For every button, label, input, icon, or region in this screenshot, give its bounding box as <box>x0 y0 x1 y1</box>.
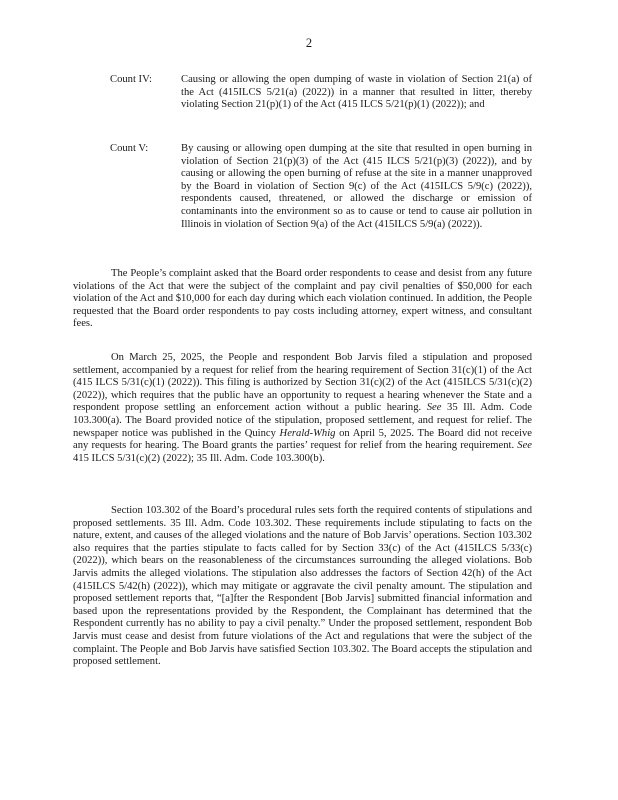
count-v <box>110 143 532 231</box>
stipulation-filing-paragraph <box>73 352 532 465</box>
count-label: Count IV: <box>110 74 152 85</box>
page-number: 2 <box>305 36 313 50</box>
paragraph-text: 415 ILCS 5/31(c)(2) (2022); 35 Ill. Adm. Code 103.300(b). <box>73 452 325 464</box>
see-signal: See <box>517 440 532 452</box>
newspaper-name: Herald-Whig <box>279 427 336 439</box>
see-signal: See <box>426 402 442 414</box>
count-text: Causing or allowing the open dumping of waste in violation of Section 21(a) of the Act (415ILCS 5/21(a) (2022)) in a manner that resulted in litter, thereby violating Section 21(p)(1) of the Act (415 ILCS 5/21(p)(1) (2022)); and <box>181 74 532 111</box>
count-label: Count V: <box>110 143 149 154</box>
count-iv <box>110 74 532 112</box>
paragraph-text: on April 5, 2025. The Board did not receive any requests for hearing. The Board grants the parties’ request for relief from the hearing requirement. <box>73 427 532 452</box>
count-text: By causing or allowing open dumping at the site that resulted in open burning in violation of Section 21(p)(3) of the Act (415 ILCS 5/21(p)(3) (2022)), and by causing or allowing the open burning of refuse at the site in a manner unapproved by the Board in violation of Section 9(c) of the Act (415ILCS 5/9(c) (2022)), respondents caused, threatened, or allowed the discharge or emission of contaminants into the environment so as to cause or tend to cause air pollution in Illinois in violation of Section 9(a) of the Act (415ILCS 5/9(a) (2022)). <box>181 143 532 230</box>
paragraph-text: On March 25, 2025, the People and respondent Bob Jarvis filed a stipulation and proposed settlement, accompanied by a request for relief from the hearing requirement of Section 31(c)(1) of the Act (415 ILCS 5/31(c)(1) (2022)). This filing is authorized by Section 31(c)(2) of the Act (415ILCS 5/31(c)(2) (2022)), which requires that the public have an opportunity to request a hearing whenever the State and a respondent propose settling an enforcement action without a public hearing. <box>73 352 532 414</box>
paragraph-text: 35 Ill. Adm. Code 103.300(a). The Board provided notice of the stipulation, proposed settlement, and request for relief. The newspaper notice was published in the Quincy <box>73 402 532 439</box>
complaint-paragraph: The People’s complaint asked that the Board order respondents to cease and desist from any future violations of the Act that were the subject of the complaint and pay civil penalties of $50,000 for each violation of the Act and $10,000 for each day during which each violation continued. In addition, the People requested that the Board order respondents to pay costs including attorney, expert witness, and consultant fees. <box>73 268 532 330</box>
procedural-rules-paragraph: Section 103.302 of the Board’s procedural rules sets forth the required contents of stipulations and proposed settlements. 35 Ill. Adm. Code 103.302. These requirements include stipulating to facts on the nature, extent, and causes of the alleged violations and the nature of Bob Jarvis’ operations. Section 103.302 also requires that the parties stipulate to facts called for by Section 33(c) of the Act (415ILCS 5/33(c) (2022)), which bears on the reasonableness of the circumstances surrounding the alleged violations. Bob Jarvis admits the alleged violations. The stipulation also addresses the factors of Section 42(h) of the Act (415ILCS 5/42(h) (2022)), which may mitigate or aggravate the civil penalty amount. The stipulation and proposed settlement reports that, “[a]fter the Respondent [Bob Jarvis] submitted financial information and based upon the representations provided by the Respondent, the Complainant has determined that the Respondent currently has no ability to pay a civil penalty.” Under the proposed settlement, respondent Bob Jarvis must cease and desist from future violations of the Act and regulations that were the subject of the complaint. The People and Bob Jarvis have satisfied Section 103.302. The Board accepts the stipulation and proposed settlement. <box>73 505 532 668</box>
